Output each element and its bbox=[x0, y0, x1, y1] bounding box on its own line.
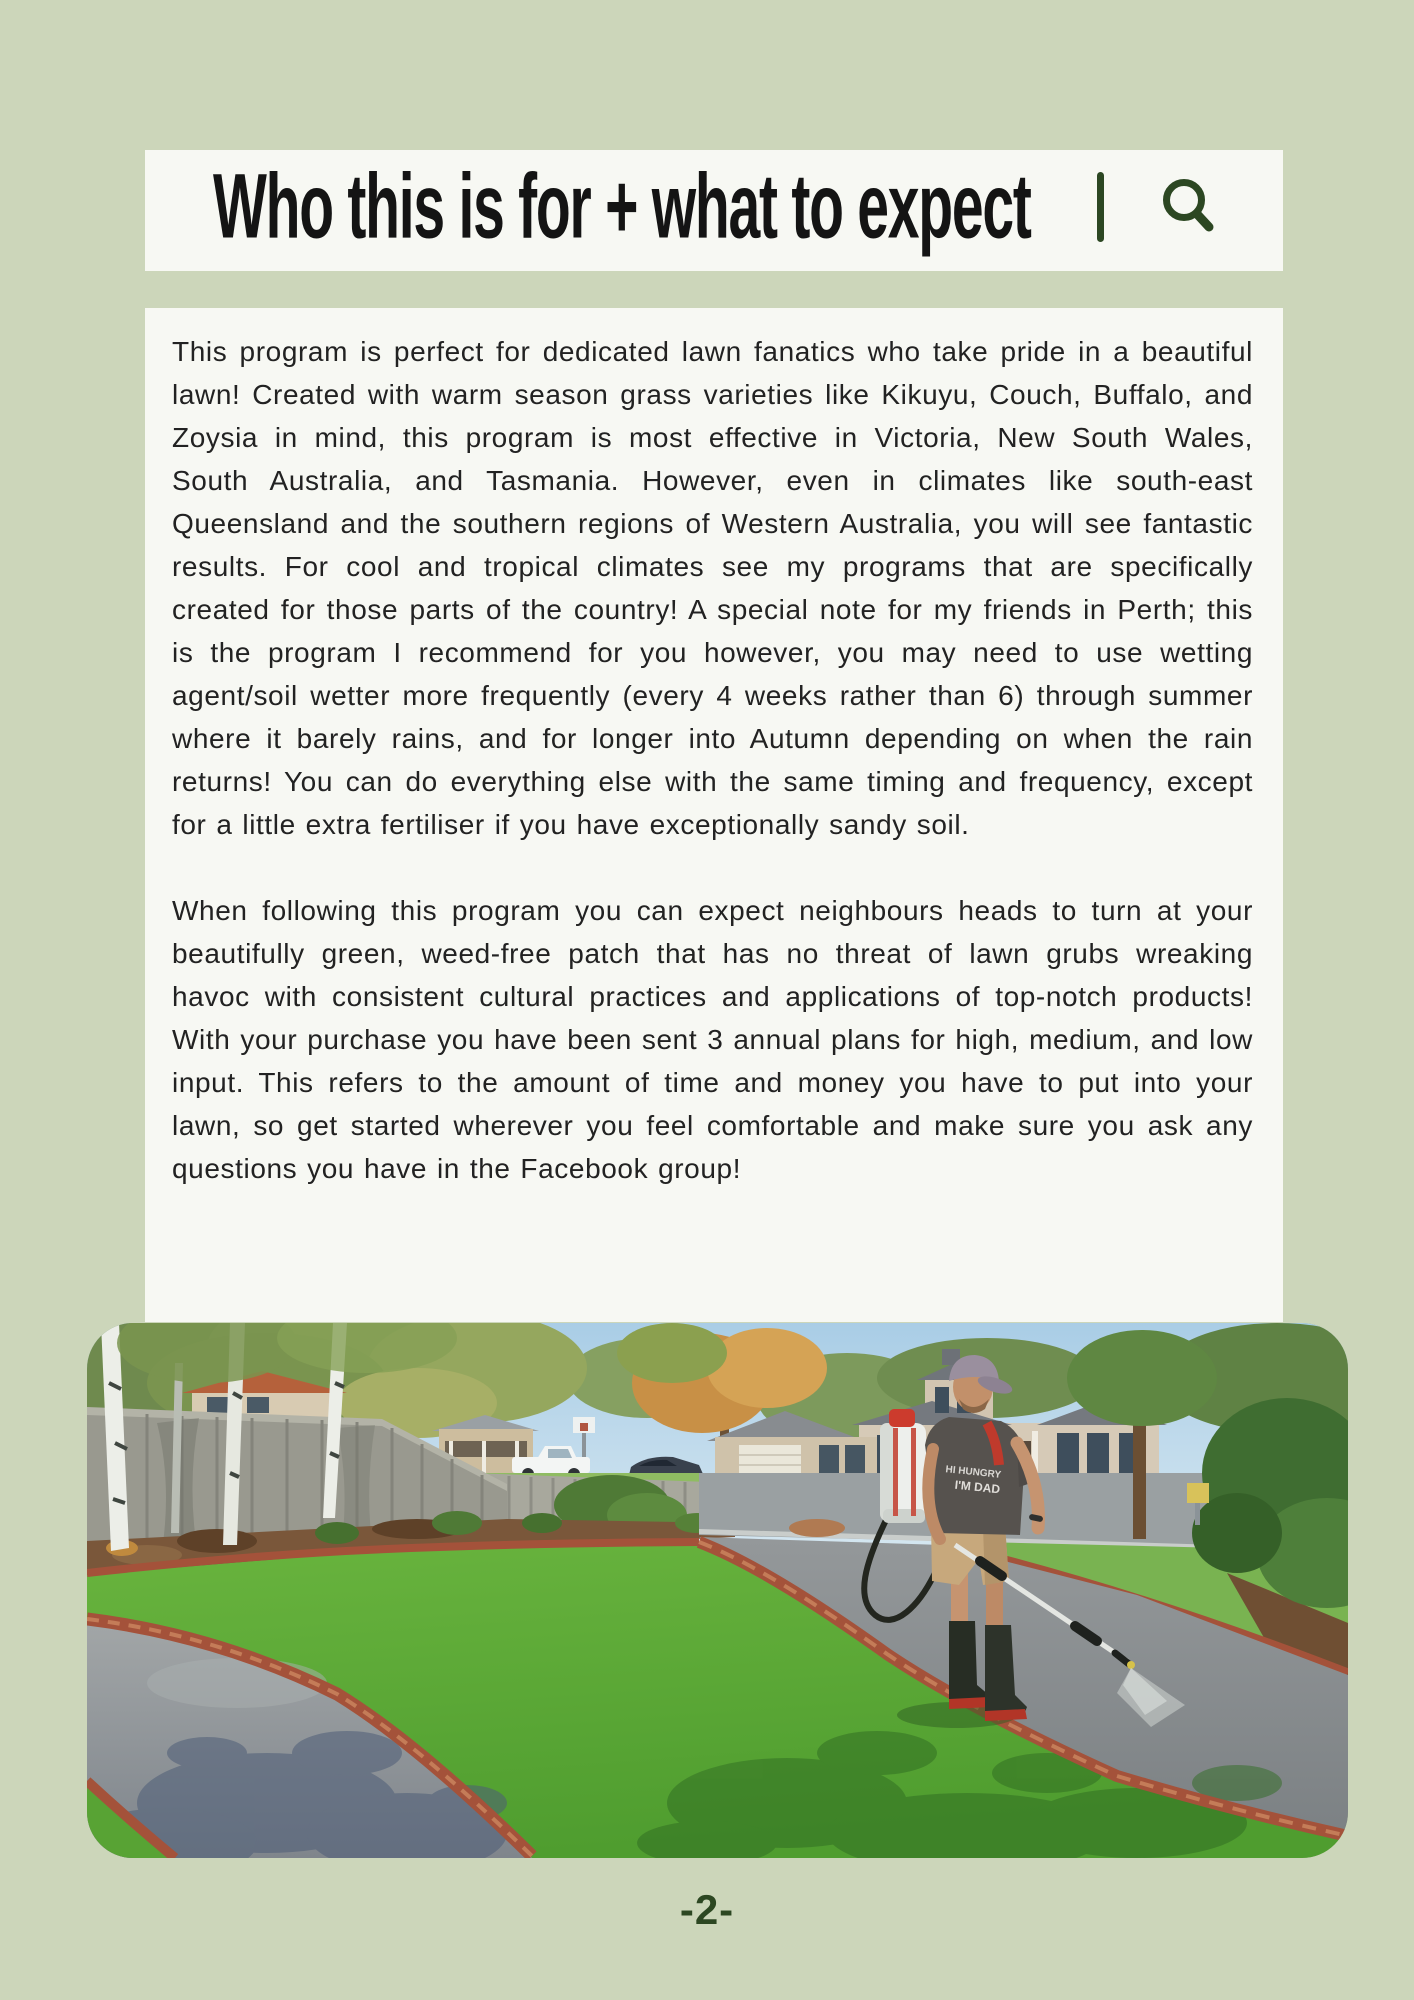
paragraph-1: This program is perfect for dedicated lawn fanatics who take pride in a beautiful lawn! Created with warm season grass varieties like Kikuyu, Couch, Buffalo, and Zoysia in mind, this program is most effective in Victoria, New South Wales, South Australia, and Tasmania. However, even in climates like south-east Queensland and the southern regions of Western Australia, you will see fantastic results. For cool and tropical climates see my programs that are specifically created for those parts of the country! A special note for my friends in Perth; this is the program I recommend for you however, you may need to use wetting agent/soil wetter more frequently (every 4 weeks rather than 6) through summer where it barely rains, and for longer into Autumn depending on when the rain returns! You can do everything else with the same timing and frequency, except for a little extra fertiliser if you have exceptionally sandy soil. bbox=[172, 336, 1253, 840]
lawn-photo-illustration bbox=[87, 1323, 1348, 1858]
header-banner bbox=[145, 150, 1283, 271]
page-title: Who this is for + what to expect bbox=[213, 154, 1031, 257]
paragraph-2: When following this program you can expect neighbours heads to turn at your beautifully green, weed-free patch that has no threat of lawn grubs wreaking havoc with consistent cultural practices and applications of top-notch products! With your purchase you have been sent 3 annual plans for high, medium, and low input. This refers to the amount of time and money you have to put into your lawn, so get started wherever you feel comfortable and make sure you ask any questions you have in the Facebook group! bbox=[172, 895, 1253, 1184]
lawn-photo bbox=[87, 1323, 1348, 1858]
body-text-panel bbox=[145, 308, 1283, 1322]
search-icon-glyph bbox=[1157, 174, 1223, 240]
shirt-text-1: HI HUNGRY bbox=[944, 1464, 1002, 1481]
sprayer-tank bbox=[880, 1409, 926, 1523]
page-number: -2- bbox=[679, 1886, 735, 1933]
title-divider bbox=[1097, 172, 1104, 242]
shirt-text-2: I'M DAD bbox=[954, 1477, 1001, 1497]
search-icon[interactable] bbox=[1157, 174, 1223, 240]
spray-nozzle bbox=[1127, 1661, 1135, 1669]
